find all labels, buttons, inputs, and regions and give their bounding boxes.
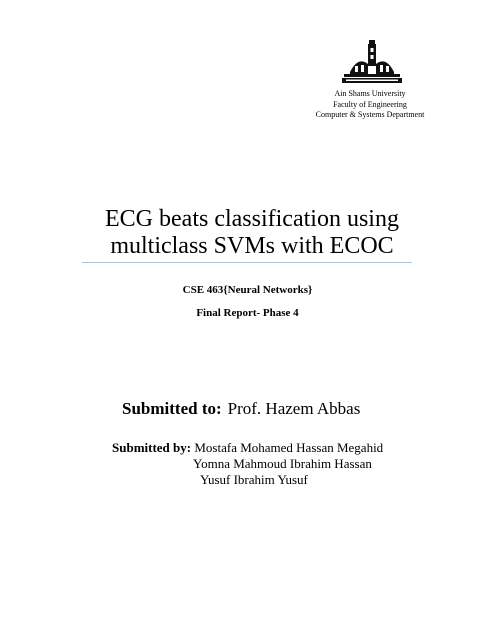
- submitted-by: [112, 440, 383, 456]
- university-logo-icon: [340, 38, 404, 86]
- submitted-by-label: Submitted by:: [112, 440, 192, 455]
- report-title: [60, 206, 444, 260]
- report-title-line-1: ECG beats classification using: [105, 206, 399, 232]
- submitted-to: [122, 398, 360, 420]
- report-phase: Final Report- Phase 4: [196, 307, 299, 319]
- team-member-3: Yusuf Ibrahim Yusuf: [200, 472, 308, 487]
- team-member-1: Mostafa Mohamed Hassan Megahid: [194, 440, 384, 455]
- institution-header: [300, 89, 440, 121]
- faculty-name: Faculty of Engineering: [333, 99, 407, 109]
- team-member-2: Yomna Mahmoud Ibrahim Hassan: [193, 456, 372, 471]
- report-title-line-2: multiclass SVMs with ECOC: [110, 233, 394, 259]
- course-name: CSE 463{Neural Networks}: [182, 284, 313, 296]
- submitted-to-label: Submitted to:: [122, 399, 222, 418]
- title-divider: [82, 262, 412, 263]
- department-name: Computer & Systems Department: [315, 110, 425, 119]
- university-name: Ain Shams University: [334, 89, 406, 98]
- submitted-to-value: Prof. Hazem Abbas: [227, 399, 361, 418]
